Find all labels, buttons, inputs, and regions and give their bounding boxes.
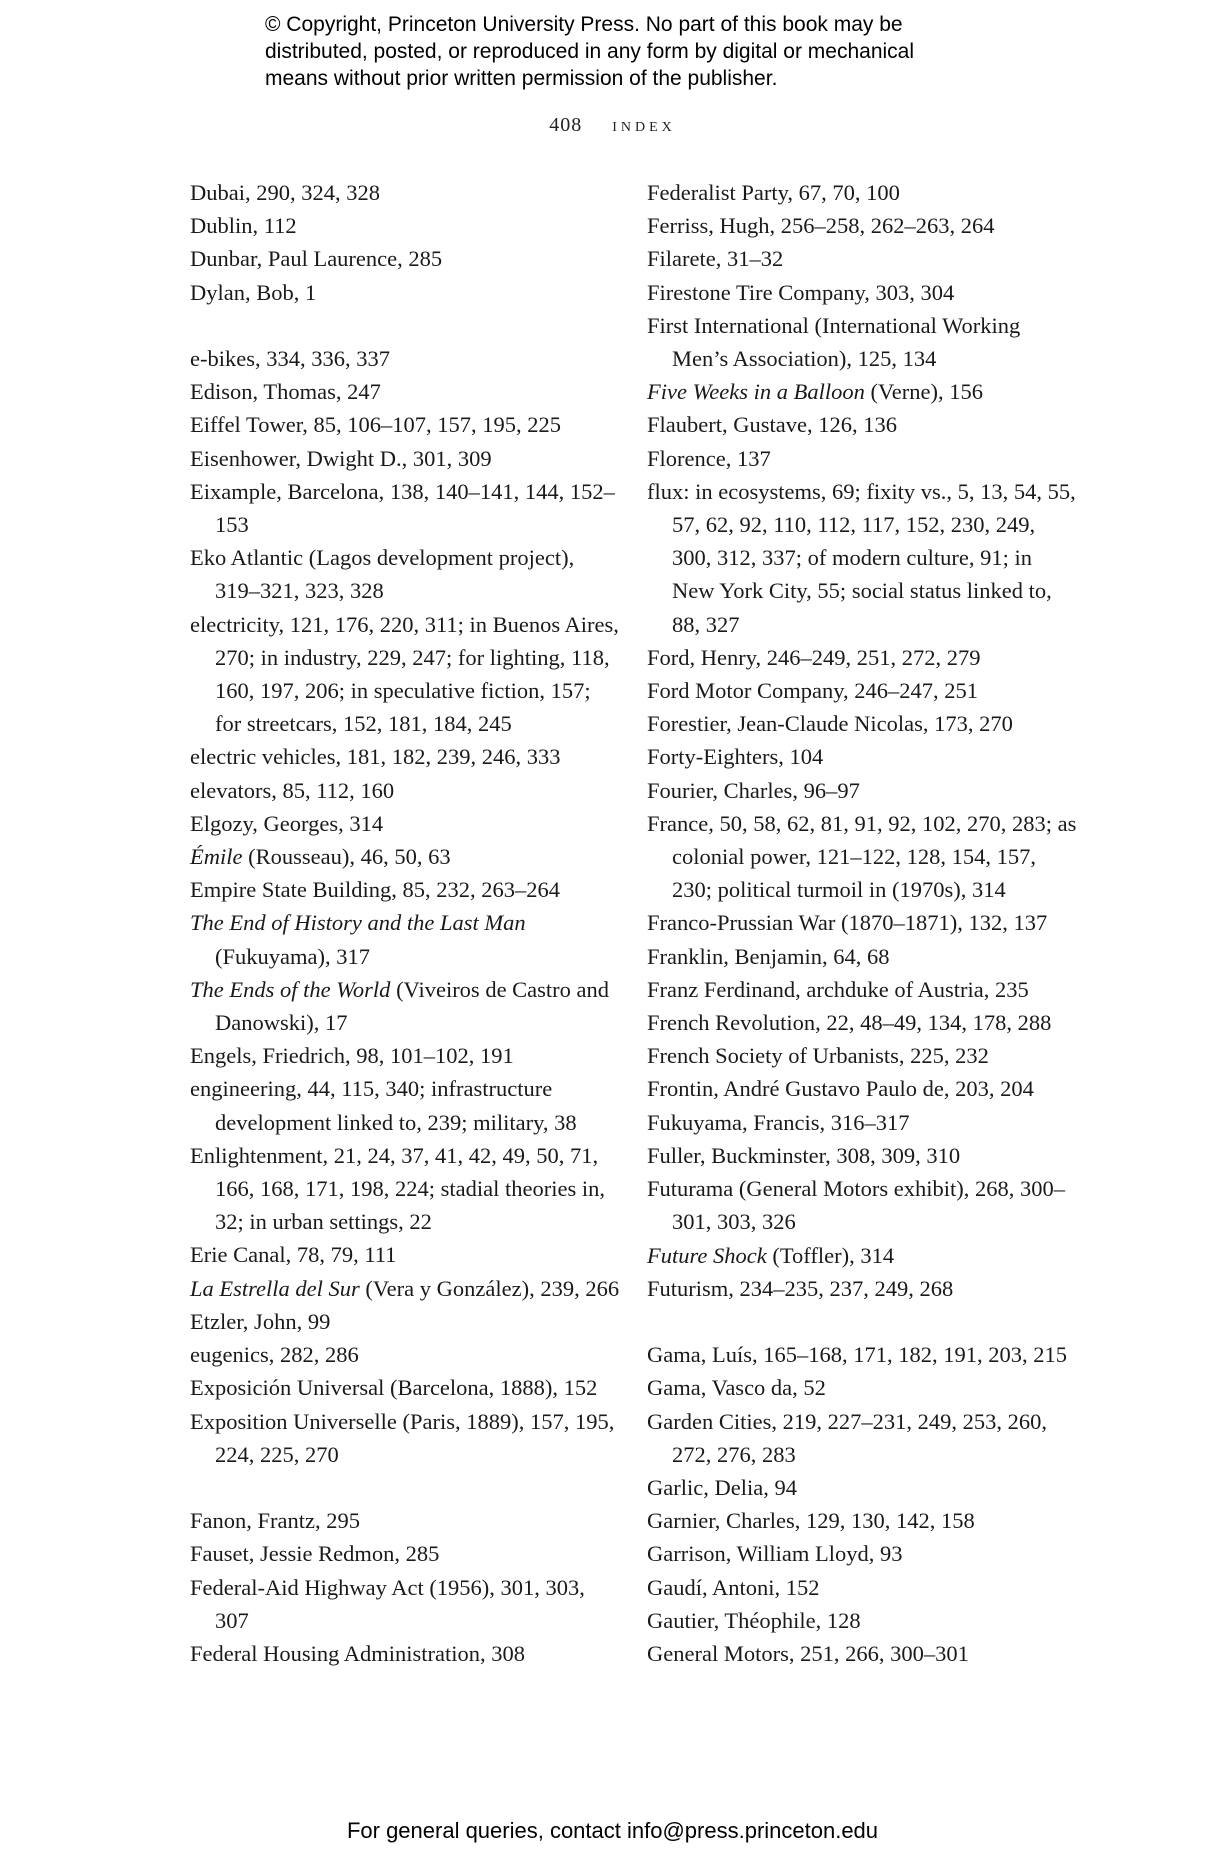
index-entry-text: Franco-Prussian War (1870–1871), 132, 137 <box>647 910 1048 936</box>
index-entry-text: Gautier, Théophile, 128 <box>647 1607 861 1633</box>
index-entry <box>190 342 620 375</box>
index-entry <box>647 1072 1077 1105</box>
index-entry <box>647 940 1077 973</box>
index-entry-text: Forestier, Jean-Claude Nicolas, 173, 270 <box>647 711 1013 737</box>
copyright-line: distributed, posted, or reproduced in any form by digital or mechanical <box>265 40 915 63</box>
index-entry <box>190 541 620 607</box>
index-entry-text: Gama, Vasco da, 52 <box>647 1375 826 1401</box>
index-entry-text: Dunbar, Paul Laurence, 285 <box>190 246 443 272</box>
index-entry <box>190 774 620 807</box>
index-entry <box>647 906 1077 939</box>
index-entry <box>647 475 1077 641</box>
index-entry-text: Engels, Friedrich, 98, 101–102, 191 <box>190 1043 514 1069</box>
index-entry-text: Dubai, 290, 324, 328 <box>190 180 380 205</box>
index-entry-text: Flaubert, Gustave, 126, 136 <box>647 412 897 438</box>
index-entry-text: Federal Housing Administration, 308 <box>190 1640 525 1666</box>
index-entry <box>647 674 1077 707</box>
index-entry <box>647 774 1077 807</box>
index-entry <box>647 176 1077 209</box>
index-entry-text: Dublin, 112 <box>190 213 297 239</box>
index-entry-text: Florence, 137 <box>647 445 771 471</box>
index-entry-text: electricity, 121, 176, 220, 311; in Buenos Aires, 270; in industry, 229, 247; for lighting, 118, 160, 197, 206; in speculative fiction, 157; for streetcars, 152, 181, 184, 245 <box>190 611 619 737</box>
index-entry-text: Futurama (General Motors exhibit), 268, 300–301, 303, 326 <box>647 1176 1066 1235</box>
index-entry-text: Exposition Universelle (Paris, 1889), 157, 195, 224, 225, 270 <box>190 1408 615 1467</box>
index-entry-text: Frontin, André Gustavo Paulo de, 203, 204 <box>647 1076 1034 1102</box>
index-entry-text: Federal-Aid Highway Act (1956), 301, 303, 307 <box>190 1574 585 1633</box>
index-entry <box>647 1405 1077 1471</box>
index-entry <box>190 873 620 906</box>
copyright-line: means without prior written permission of the publisher. <box>265 67 778 90</box>
index-entry-text: Fuller, Buckminster, 308, 309, 310 <box>647 1142 961 1168</box>
index-entry <box>647 1371 1077 1404</box>
index-entry-text: Filarete, 31–32 <box>647 246 784 272</box>
index-entry <box>190 840 620 873</box>
index-entry-text: Elgozy, Georges, 314 <box>190 810 384 836</box>
index-entry-text: Forty-Eighters, 104 <box>647 744 824 770</box>
index-entry <box>647 1504 1077 1537</box>
copyright-notice <box>265 11 1025 92</box>
index-entry-text: French Society of Urbanists, 225, 232 <box>647 1043 989 1069</box>
index-entry-text: (Fukuyama), 317 <box>215 943 370 969</box>
index-entry <box>190 1272 620 1305</box>
index-entry <box>190 1039 620 1072</box>
index-entry <box>647 707 1077 740</box>
index-entry <box>647 1471 1077 1504</box>
index-entry-text: Empire State Building, 85, 232, 263–264 <box>190 877 560 903</box>
index-entry-text: First International (International Working Men’s Association), 125, 134 <box>647 312 1021 372</box>
index-entry-text: Firestone Tire Company, 303, 304 <box>647 279 955 305</box>
index-entry <box>647 1272 1077 1305</box>
index-entry <box>647 1604 1077 1637</box>
index-entry-text: Ferriss, Hugh, 256–258, 262–263, 264 <box>647 213 995 239</box>
index-entry <box>647 1537 1077 1570</box>
index-entry <box>647 1637 1077 1670</box>
index-entry <box>190 1305 620 1338</box>
index-entry-text: Fukuyama, Francis, 316–317 <box>647 1109 910 1135</box>
index-entry <box>190 807 620 840</box>
index-entry-text: Enlightenment, 21, 24, 37, 41, 42, 49, 50, 71, 166, 168, 171, 198, 224; stadial theories in, 32; in urban settings, 22 <box>190 1142 605 1235</box>
index-entry-text: Garrison, William Lloyd, 93 <box>647 1541 903 1567</box>
index-entry-text: Eiffel Tower, 85, 106–107, 157, 195, 225 <box>190 412 562 438</box>
index-entry-text: Etzler, John, 99 <box>190 1308 331 1334</box>
page-number: 408 <box>549 114 583 136</box>
index-entry <box>647 309 1077 375</box>
index-entry <box>647 1006 1077 1039</box>
index-entry <box>190 973 620 1039</box>
index-entry-title: The End of History and the Last Man <box>190 910 526 936</box>
index-entry-text: Franklin, Benjamin, 64, 68 <box>647 943 890 969</box>
index-entry-text: Dylan, Bob, 1 <box>190 279 317 305</box>
index-entry <box>190 242 620 275</box>
footer-contact: For general queries, contact info@press.princeton.edu <box>346 1818 879 1843</box>
index-entry <box>190 1571 620 1637</box>
index-entry-text: (Toffler), 314 <box>766 1242 895 1268</box>
index-entry-text: eugenics, 282, 286 <box>190 1342 359 1368</box>
index-entry <box>647 1172 1077 1238</box>
index-entry-text: General Motors, 251, 266, 300–301 <box>647 1640 969 1666</box>
index-entry-text: Ford, Henry, 246–249, 251, 272, 279 <box>647 644 981 670</box>
index-entry <box>647 1139 1077 1172</box>
index-entry-title: Five Weeks in a Balloon <box>647 379 865 405</box>
index-entry <box>647 740 1077 773</box>
index-entry <box>190 176 620 209</box>
index-entry-text: Garnier, Charles, 129, 130, 142, 158 <box>647 1508 975 1534</box>
index-entry <box>190 1072 620 1138</box>
index-entry-text: (Verne), 156 <box>864 379 983 405</box>
index-entry <box>190 1637 620 1670</box>
index-entry-text: electric vehicles, 181, 182, 239, 246, 333 <box>190 744 561 770</box>
index-entry-text: Ford Motor Company, 246–247, 251 <box>647 678 979 704</box>
index-entry-text: Garlic, Delia, 94 <box>647 1474 797 1500</box>
index-entry <box>647 276 1077 309</box>
index-entry-title: La Estrella del Sur <box>190 1275 360 1301</box>
index-entry-text: France, 50, 58, 62, 81, 91, 92, 102, 270, 283; as colonial power, 121–122, 128, 154, 157, 230; political turmoil in (1970s), 314 <box>647 810 1077 903</box>
index-entry-text: Edison, Thomas, 247 <box>190 379 381 405</box>
index-entry-text: Gaudí, Antoni, 152 <box>647 1574 820 1600</box>
index-entry <box>190 1238 620 1271</box>
index-entry <box>647 973 1077 1006</box>
index-entry <box>647 375 1077 408</box>
index-entry <box>190 408 620 441</box>
index-entry-text: e-bikes, 334, 336, 337 <box>190 346 390 371</box>
index-entry <box>190 276 620 309</box>
index-entry <box>647 1239 1077 1272</box>
index-entry-title: The Ends of the World <box>190 976 391 1002</box>
index-entry-text: Futurism, 234–235, 237, 249, 268 <box>647 1275 954 1301</box>
index-column-right <box>647 176 1077 1670</box>
index-entry <box>190 375 620 408</box>
index-entry <box>190 209 620 242</box>
index-entry-text: Eisenhower, Dwight D., 301, 309 <box>190 445 492 471</box>
index-entry <box>190 608 620 741</box>
copyright-line: © Copyright, Princeton University Press. No part of this book may be <box>265 13 903 36</box>
index-entry-text: Franz Ferdinand, archduke of Austria, 235 <box>647 976 1029 1002</box>
index-entry <box>190 442 620 475</box>
index-entry <box>190 740 620 773</box>
index-entry-text: flux: in ecosystems, 69; fixity vs., 5, 13, 54, 55, 57, 62, 92, 110, 112, 117, 152, 230, 249, 300, 312, 337; of modern culture, 91; in New York City, 55; social status linked to, 88, 327 <box>647 478 1076 637</box>
index-entry <box>190 475 620 541</box>
running-head <box>0 114 1225 137</box>
index-entry-text: Eko Atlantic (Lagos development project), 319–321, 323, 328 <box>190 545 575 604</box>
index-entry-title: Future Shock <box>647 1242 767 1268</box>
index-entry <box>647 1571 1077 1604</box>
index-entry <box>647 242 1077 275</box>
index-entry-text: Federalist Party, 67, 70, 100 <box>647 180 900 205</box>
index-entry <box>647 408 1077 441</box>
index-entry <box>190 1371 620 1404</box>
index-entry <box>647 1338 1077 1371</box>
index-entry-text: Exposición Universal (Barcelona, 1888), 152 <box>190 1375 598 1401</box>
index-entry <box>190 1537 620 1570</box>
index-column-left <box>190 176 620 1670</box>
index-entry-text: Gama, Luís, 165–168, 171, 182, 191, 203, 215 <box>647 1342 1067 1368</box>
index-entry-text: elevators, 85, 112, 160 <box>190 777 395 803</box>
index-entry <box>190 1139 620 1239</box>
index-entry-text: Fauset, Jessie Redmon, 285 <box>190 1541 440 1567</box>
index-entry-text: engineering, 44, 115, 340; infrastructure development linked to, 239; military, 38 <box>190 1076 577 1135</box>
index-entry-text: Erie Canal, 78, 79, 111 <box>190 1242 397 1268</box>
index-entry-text: Fanon, Frantz, 295 <box>190 1508 360 1534</box>
index-entry <box>647 641 1077 674</box>
index-entry-text: Eixample, Barcelona, 138, 140–141, 144, 152–153 <box>190 478 615 538</box>
index-entry <box>647 807 1077 907</box>
index-entry-text: Fourier, Charles, 96–97 <box>647 777 860 803</box>
index-entry-text: (Vera y González), 239, 266 <box>359 1275 620 1301</box>
index-entry <box>190 1504 620 1537</box>
index-entry-text: (Viveiros de Castro and Danowski), 17 <box>215 976 610 1036</box>
index-entry-title: Émile <box>190 844 243 870</box>
index-entry <box>190 906 620 972</box>
index-entry <box>647 442 1077 475</box>
index-entry-text: (Rousseau), 46, 50, 63 <box>242 844 451 870</box>
index-entry-text: Garden Cities, 219, 227–231, 249, 253, 260, 272, 276, 283 <box>647 1408 1047 1467</box>
index-entry <box>190 1338 620 1371</box>
index-entry <box>647 1106 1077 1139</box>
index-entry <box>647 1039 1077 1072</box>
index-entry-text: French Revolution, 22, 48–49, 134, 178, 288 <box>647 1010 1052 1036</box>
index-entry <box>190 1405 620 1471</box>
index-entry <box>647 209 1077 242</box>
page-title: index <box>612 114 676 136</box>
